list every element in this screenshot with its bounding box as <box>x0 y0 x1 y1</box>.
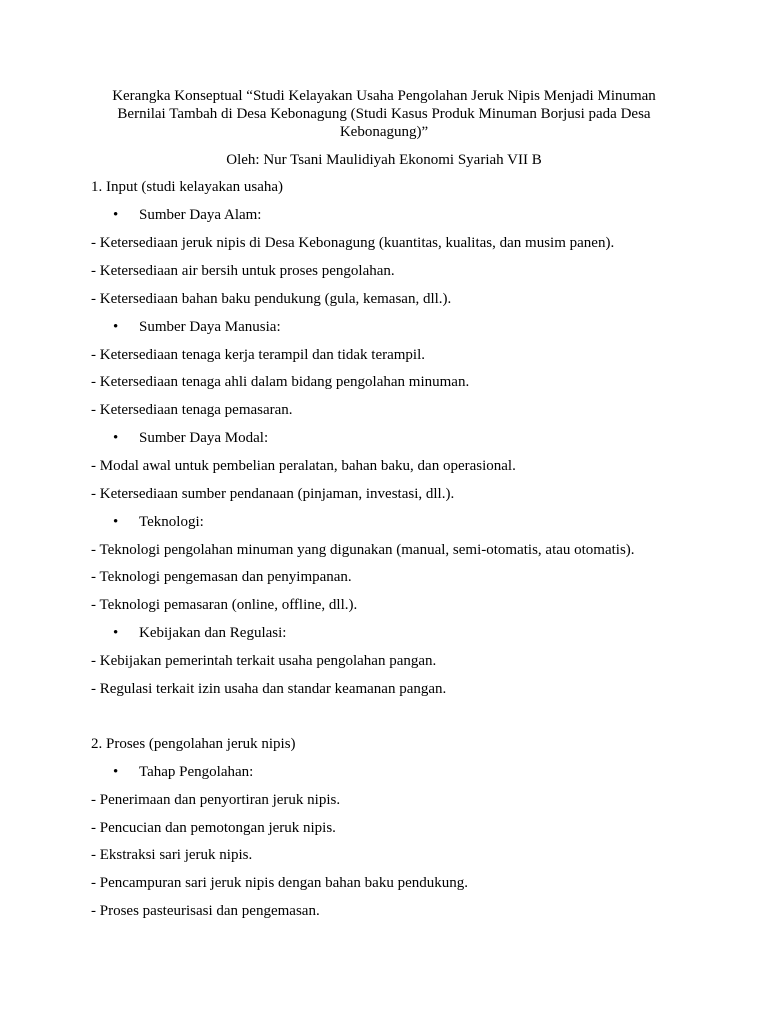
list-item: - Ketersediaan jeruk nipis di Desa Kebonagung (kuantitas, kualitas, dan musim panen). <box>91 235 615 251</box>
group-label: Tahap Pengolahan: <box>139 764 254 780</box>
list-item: - Ketersediaan bahan baku pendukung (gula, kemasan, dll.). <box>91 291 452 307</box>
list-item: - Regulasi terkait izin usaha dan standar keamanan pangan. <box>91 681 447 697</box>
group-heading-kebijakan-dan-regulasi <box>113 624 286 642</box>
section-2-heading: 2. Proses (pengolahan jeruk nipis) <box>91 736 296 752</box>
group-label: Sumber Daya Manusia: <box>139 319 281 335</box>
bullet-icon: • <box>113 764 119 780</box>
list-item: - Ketersediaan sumber pendanaan (pinjaman, investasi, dll.). <box>91 486 455 502</box>
document-title: Kerangka Konseptual “Studi Kelayakan Usaha Pengolahan Jeruk Nipis Menjadi Minuman Bernilai Tambah di Desa Kebonagung (Studi Kasus Produk Minuman Borjusi pada Desa Kebonagung)” <box>112 88 656 140</box>
group-label: Sumber Daya Modal: <box>139 430 269 446</box>
group-label: Teknologi: <box>139 514 204 530</box>
section-1-heading: 1. Input (studi kelayakan usaha) <box>91 179 284 195</box>
list-item: - Ekstraksi sari jeruk nipis. <box>91 847 253 863</box>
group-label: Sumber Daya Alam: <box>139 207 262 223</box>
list-item: - Proses pasteurisasi dan pengemasan. <box>91 903 320 919</box>
group-heading-sumber-daya-modal <box>113 429 268 447</box>
group-heading-sumber-daya-alam <box>113 206 261 224</box>
list-item: - Penerimaan dan penyortiran jeruk nipis. <box>91 792 341 808</box>
group-label: Kebijakan dan Regulasi: <box>139 625 287 641</box>
group-heading-sumber-daya-manusia <box>113 318 281 336</box>
list-item: - Ketersediaan tenaga ahli dalam bidang pengolahan minuman. <box>91 374 470 390</box>
document-author: Oleh: Nur Tsani Maulidiyah Ekonomi Syariah VII B <box>226 152 542 168</box>
list-item: - Pencampuran sari jeruk nipis dengan bahan baku pendukung. <box>91 875 468 891</box>
list-item: - Modal awal untuk pembelian peralatan, bahan baku, dan operasional. <box>91 458 516 474</box>
list-item: - Teknologi pemasaran (online, offline, dll.). <box>91 597 358 613</box>
list-item: - Ketersediaan tenaga kerja terampil dan tidak terampil. <box>91 347 426 363</box>
list-item: - Ketersediaan tenaga pemasaran. <box>91 402 293 418</box>
list-item: - Ketersediaan air bersih untuk proses pengolahan. <box>91 263 395 279</box>
list-item: - Teknologi pengemasan dan penyimpanan. <box>91 569 352 585</box>
bullet-icon: • <box>113 514 119 530</box>
list-item: - Teknologi pengolahan minuman yang digunakan (manual, semi-otomatis, atau otomatis). <box>91 542 635 558</box>
group-heading-tahap-pengolahan <box>113 763 253 781</box>
list-item: - Kebijakan pemerintah terkait usaha pengolahan pangan. <box>91 653 437 669</box>
bullet-icon: • <box>113 319 119 335</box>
list-item: - Pencucian dan pemotongan jeruk nipis. <box>91 820 336 836</box>
group-heading-teknologi <box>113 513 204 531</box>
bullet-icon: • <box>113 430 119 446</box>
bullet-icon: • <box>113 207 119 223</box>
bullet-icon: • <box>113 625 119 641</box>
